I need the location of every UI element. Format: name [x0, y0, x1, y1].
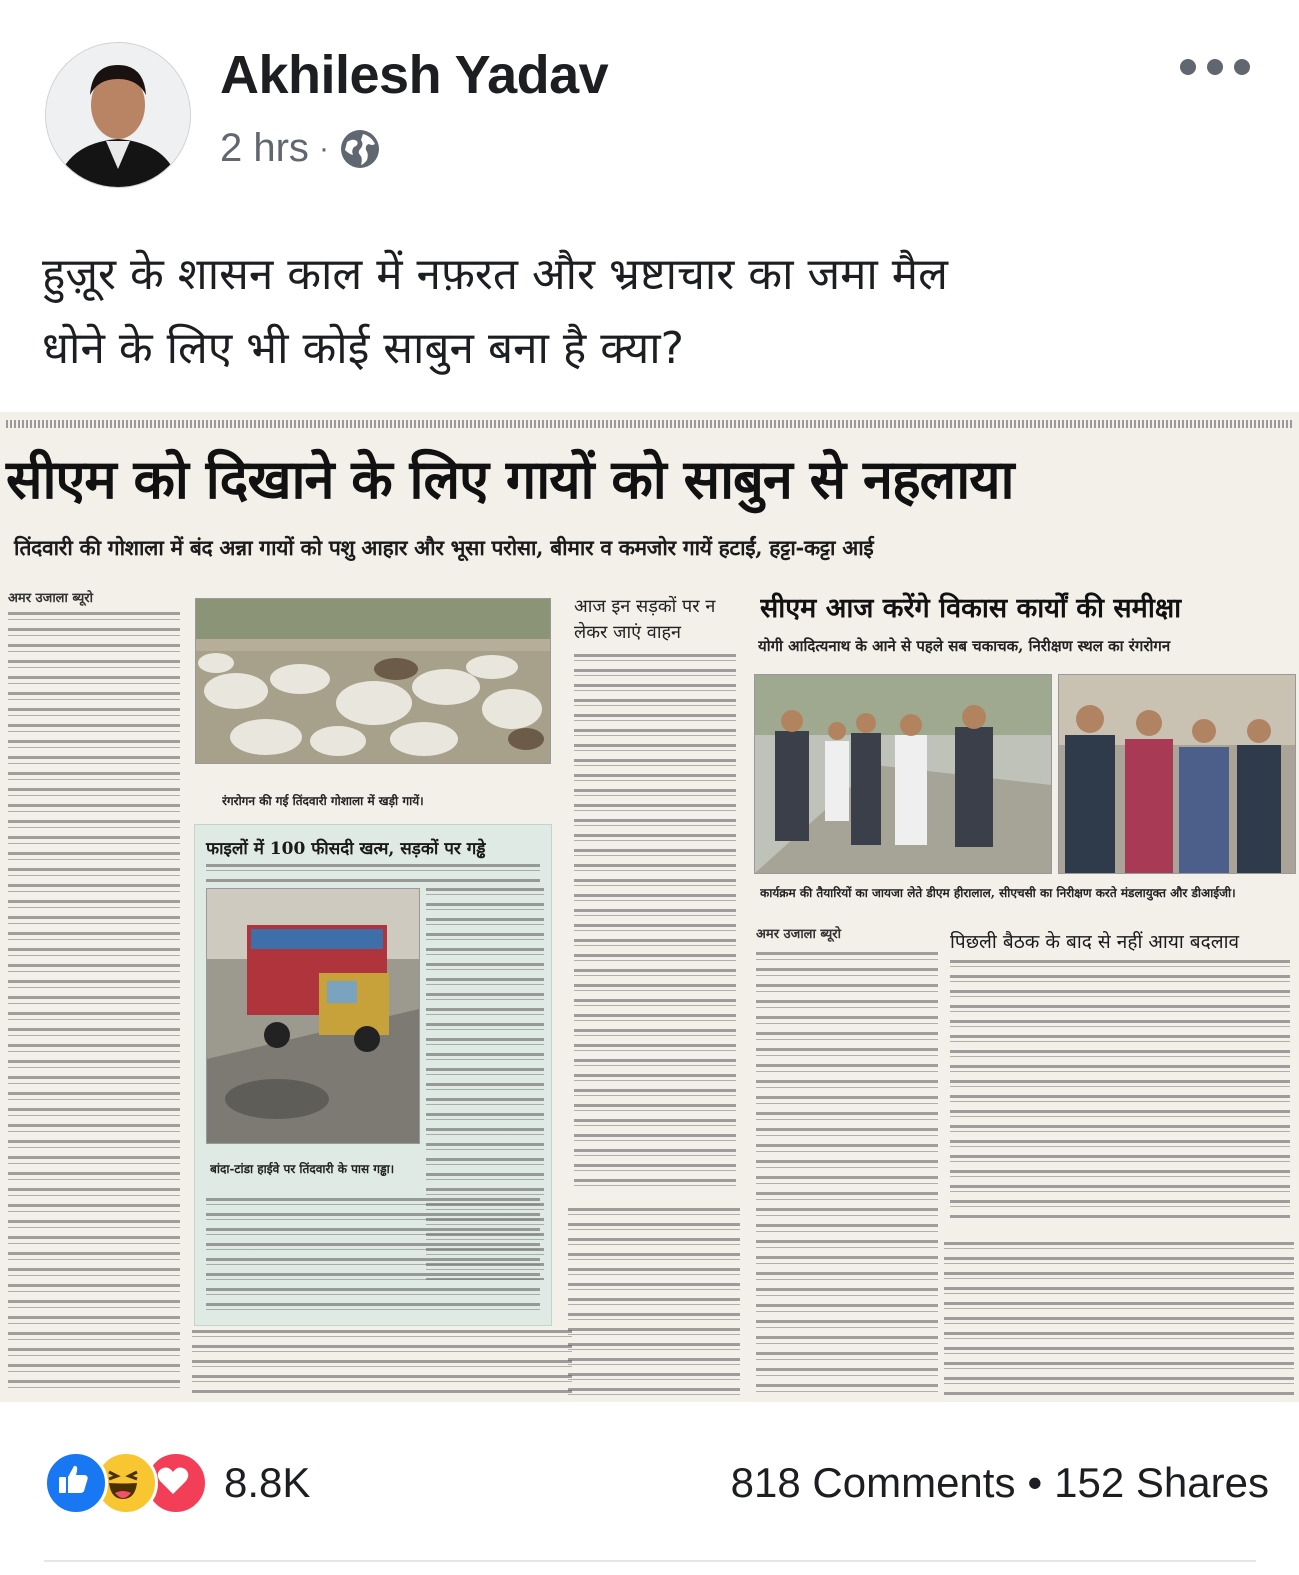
post-text-line-2: धोने के लिए भी कोई साबुन बना है क्या?	[42, 323, 685, 374]
photo2-caption: बांदा-टांडा हाईवे पर तिंदवारी के पास गड्ढा।	[210, 1162, 395, 1176]
side-article-headline: आज इन सड़कों पर न लेकर जाएं वाहन	[574, 596, 716, 643]
cows-photo	[195, 598, 551, 764]
article-column-4	[756, 952, 938, 1396]
newspaper-subheadline: तिंदवारी की गोशाला में बंद अन्ना गायों को पशु आहार और भूसा परोसा, बीमार व कमजोर गायें हटाईं, हट्टा-कट्टा आई	[14, 535, 874, 560]
post-time[interactable]: 2 hrs	[220, 126, 309, 170]
photo3-caption: कार्यक्रम की तैयारियों का जायजा लेते डीएम हीरालाल, सीएचसी का निरीक्षण करते मंडलायुक्त और डीआईजी।	[760, 886, 1236, 900]
previous-meeting-title: पिछली बैठक के बाद से नहीं आया बदलाव	[950, 931, 1240, 953]
avatar-photo	[46, 43, 190, 187]
meta-separator: ·	[318, 131, 329, 165]
globe-icon[interactable]	[339, 128, 381, 170]
author-avatar[interactable]	[45, 42, 191, 188]
cm-review-headline: सीएम आज करेंगे विकास कार्यों की समीक्षा	[760, 593, 1182, 624]
more-options-button[interactable]	[1180, 52, 1250, 82]
photo1-caption: रंगरोगन की गई तिंदवारी गोशाला में खड़ी गायें।	[222, 794, 424, 808]
post-header	[0, 0, 1299, 215]
newspaper-headline: सीएम को दिखाने के लिए गायों को साबुन से नहलाया	[6, 448, 1014, 511]
potholes-box-title: फाइलों में 100 फीसदी खत्म, सड़कों पर गड्ढे	[206, 839, 486, 859]
cm-review-subheadline: योगी आदित्यनाथ के आने से पहले सब चकाचक, निरीक्षण स्थल का रंगरोगन	[758, 637, 1171, 655]
more-options-icon	[1180, 59, 1196, 75]
post-text-line-1: हुज़ूर के शासन काल में नफ़रत और भ्रष्टाचार का जमा मैल	[42, 249, 948, 300]
engagement-separator: •	[1027, 1459, 1043, 1506]
reaction-count[interactable]: 8.8K	[224, 1459, 311, 1506]
masthead-rule	[6, 420, 1293, 428]
post-meta	[220, 126, 381, 171]
article-column-1	[8, 612, 180, 1392]
reactions-summary[interactable]	[44, 1452, 310, 1514]
article-column-5	[950, 960, 1290, 1220]
officials-walking-photo	[754, 674, 1052, 874]
newspaper-clipping-image[interactable]	[0, 412, 1299, 1402]
post-text	[42, 238, 1262, 386]
like-icon	[44, 1451, 108, 1515]
shares-count[interactable]: 152 Shares	[1054, 1459, 1269, 1506]
comments-count[interactable]: 818 Comments	[730, 1459, 1016, 1506]
article-column-3	[574, 654, 736, 1194]
officials-inspection-photo	[1058, 674, 1296, 874]
byline: अमर उजाला ब्यूरो	[8, 591, 93, 606]
byline-2: अमर उजाला ब्यूरो	[756, 927, 841, 942]
truck-photo	[206, 888, 420, 1144]
engagement-counts	[731, 1452, 1269, 1514]
author-name[interactable]: Akhilesh Yadav	[220, 45, 609, 105]
bottom-divider	[44, 1560, 1256, 1562]
